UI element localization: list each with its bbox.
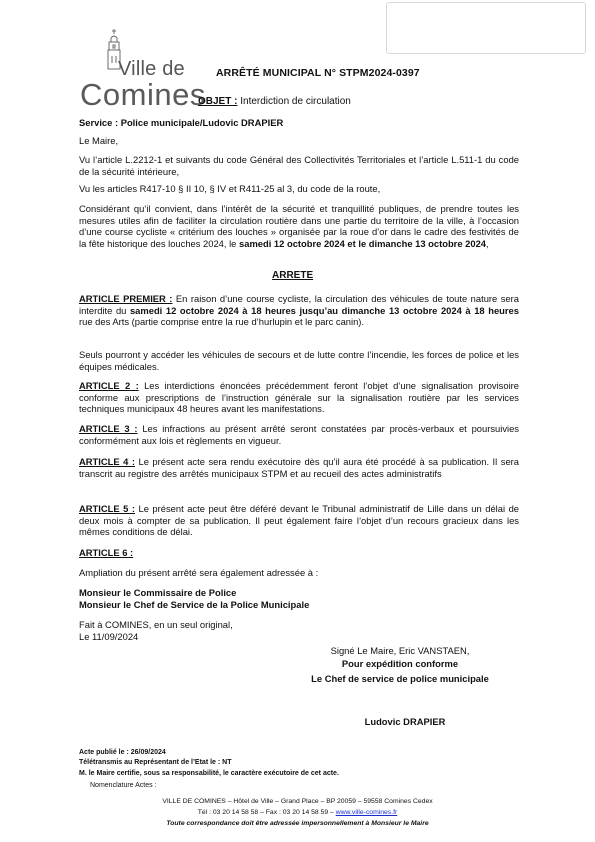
signature-line-1: Signé Le Maire, Eric VANSTAEN, bbox=[330, 645, 470, 656]
arrete-heading: ARRETE bbox=[272, 270, 314, 281]
meta-nomenclature: Nomenclature Actes : bbox=[90, 782, 157, 789]
considerant-text: Considérant qu’il convient, dans l’intérêt de la sécurité et tranquillité publiques, de prendre toutes les mesures utiles afin de faciliter la circulation routière dans une partie du territoire de la ville, à l’occasion d’une course cycliste « critérium des louches » organisée par la roue d’or dans le cadre des festivités de la fête historique des louches 2024, le bbox=[79, 203, 519, 249]
le-maire: Le Maire, bbox=[79, 135, 119, 146]
service-line: Service : Police municipale/Ludovic DRAPIER bbox=[79, 117, 284, 128]
article-2 bbox=[79, 380, 519, 415]
article-4 bbox=[79, 456, 519, 479]
footer-contact bbox=[0, 808, 595, 817]
meta-transmitted: Télétransmis au Représentant de l’Etat le : NT bbox=[79, 759, 232, 766]
signature-stamp-box bbox=[386, 2, 586, 54]
objet-line bbox=[198, 96, 351, 107]
signature-line-2: Pour expédition conforme bbox=[341, 658, 459, 669]
article-1-dates: samedi 12 octobre 2024 à 18 heures jusqu’au dimanche 13 octobre 2024 à 18 heures bbox=[129, 304, 519, 316]
footer-address: VILLE DE COMINES – Hôtel de Ville – Grand Place – BP 20059 – 59558 Comines Cedex bbox=[162, 798, 433, 805]
vu-paragraph-1: Vu l’article L.2212-1 et suivants du code Général des Collectivités Territoriales et l’article L.511-1 du code de la sécurité intérieure, bbox=[79, 154, 519, 177]
article-2-text: Les interdictions énoncées précédemment feront l’objet d’une signalisation provisoire conforme aux prescriptions de l’instruction générale sur la signalisation routière par les services techniques municipaux 48 heures avant les manifestations. bbox=[79, 380, 519, 414]
logo-ville-text: Ville de bbox=[118, 58, 185, 80]
ville-de-comines-logo bbox=[80, 22, 206, 112]
objet-text: Interdiction de circulation bbox=[237, 96, 351, 107]
article-3 bbox=[79, 423, 519, 446]
article-1-label: ARTICLE PREMIER : bbox=[79, 293, 173, 304]
destinataire-2: Monsieur le Chef de Service de la Police Municipale bbox=[79, 599, 310, 610]
considerant-dates: samedi 12 octobre 2024 et le dimanche 13 octobre 2024 bbox=[239, 237, 487, 249]
meta-published: Acte publié le : 26/09/2024 bbox=[79, 749, 166, 756]
footer-phone: Tél : 03 20 14 58 58 – Fax : 03 20 14 58 59 – bbox=[197, 809, 336, 816]
signature-line-3: Le Chef de service de police municipale bbox=[311, 673, 489, 684]
considerant-paragraph bbox=[79, 203, 519, 249]
footer-note: Toute correspondance doit être adressée impersonnellement à Monsieur le Maire bbox=[166, 820, 429, 827]
destinataire-1: Monsieur le Commissaire de Police bbox=[79, 587, 237, 598]
article-1-text-a: En raison d’une course cycliste, la circulation des véhicules de toute nature sera interdite du bbox=[79, 293, 519, 316]
article-1 bbox=[79, 293, 519, 328]
objet-label: OBJET : bbox=[198, 96, 238, 107]
signatory-name: Ludovic DRAPIER bbox=[364, 716, 446, 727]
seuls-paragraph: Seuls pourront y accéder les véhicules de secours et de lutte contre l’incendie, les forces de police et les équipes médicales. bbox=[79, 349, 519, 372]
considerant-end: , bbox=[486, 237, 489, 249]
meta-certification: M. le Maire certifie, sous sa responsabilité, le caractère exécutoire de cet acte. bbox=[79, 770, 339, 777]
fait-a-line: Fait à COMINES, en un seul original, bbox=[79, 619, 233, 630]
ampliation-line: Ampliation du présent arrêté sera également adressée à : bbox=[79, 567, 319, 578]
website-link[interactable]: www.ville-comines.fr bbox=[335, 809, 398, 816]
article-3-text: Les infractions au présent arrêté seront constatées par procès-verbaux et poursuivies conformément aux lois et règlements en vigueur. bbox=[79, 423, 519, 446]
article-6 bbox=[79, 547, 519, 559]
article-2-label: ARTICLE 2 : bbox=[79, 380, 139, 391]
article-5-label: ARTICLE 5 : bbox=[79, 503, 135, 514]
article-5 bbox=[79, 503, 519, 538]
article-6-label: ARTICLE 6 : bbox=[79, 547, 134, 558]
article-3-label: ARTICLE 3 : bbox=[79, 423, 138, 434]
article-4-text: Le présent acte sera rendu exécutoire dès qu’il aura été procédé à sa publication. Il sera transcrit au registre des arrêtés municipaux STPM et au recueil des actes administratifs bbox=[79, 456, 519, 479]
date-line: Le 11/09/2024 bbox=[79, 631, 139, 642]
logo-comines-text: Comines bbox=[80, 77, 206, 112]
vu-paragraph-2: Vu les articles R417-10 § II 10, § IV et R411-25 al 3, du code de la route, bbox=[79, 183, 381, 194]
document-title: ARRÊTÉ MUNICIPAL N° STPM2024-0397 bbox=[216, 67, 420, 79]
article-5-text: Le présent acte peut être déféré devant le Tribunal administratif de Lille dans un délai de deux mois à compter de sa publication. Il peut également faire l’objet d’un recours gracieux dans les mêmes conditions de délai. bbox=[79, 503, 519, 537]
article-4-label: ARTICLE 4 : bbox=[79, 456, 135, 467]
article-1-text-c: rue des Arts (partie comprise entre la rue d’hurlupin et le parc canin). bbox=[79, 316, 365, 327]
